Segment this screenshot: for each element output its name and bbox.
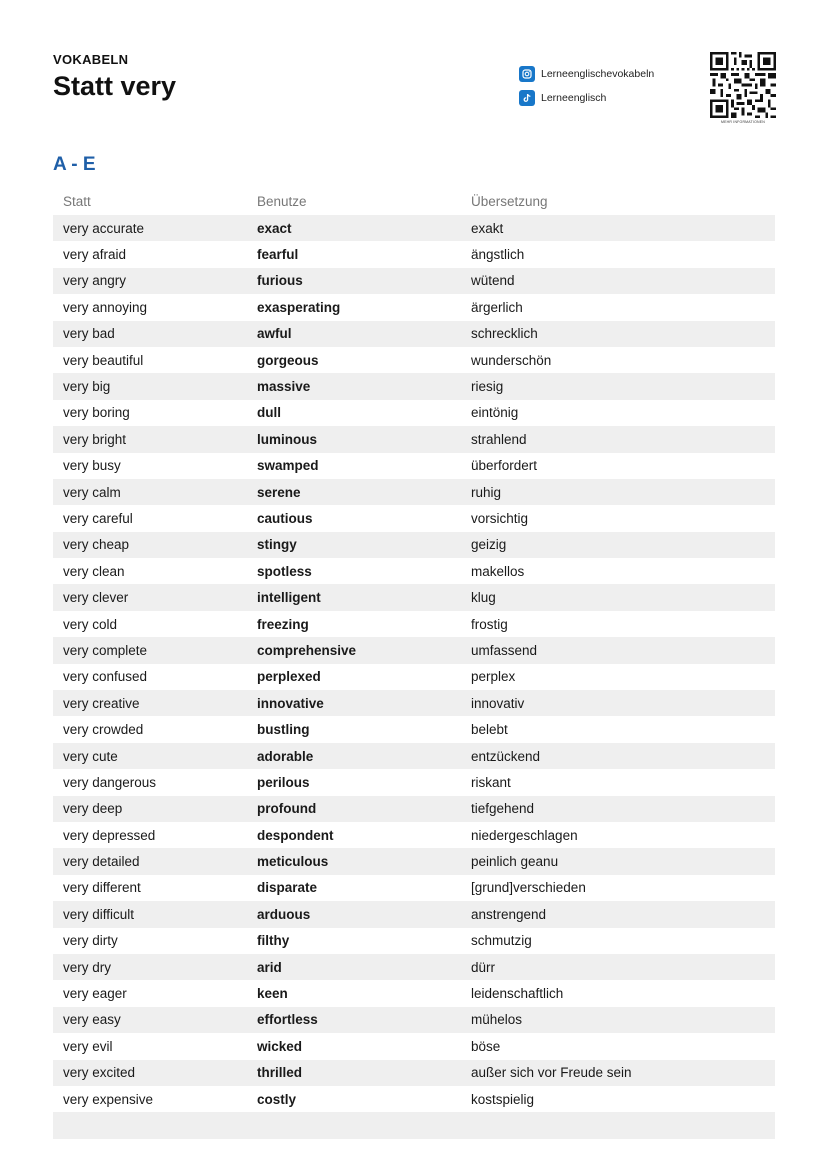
cell-statt: very busy: [63, 458, 121, 474]
qr-code[interactable]: [710, 52, 776, 124]
table-row: [53, 215, 775, 241]
table-row: [53, 1060, 775, 1086]
cell-benutze: arduous: [257, 906, 311, 922]
cell-statt: very big: [63, 379, 111, 395]
cell-uebersetzung: ärgerlich: [471, 299, 523, 315]
cell-uebersetzung: außer sich vor Freude sein: [471, 1065, 632, 1081]
header-statt: Statt: [63, 194, 91, 209]
table-row: [53, 769, 775, 795]
cell-uebersetzung: exakt: [471, 220, 504, 236]
cell-uebersetzung: kostspielig: [471, 1091, 535, 1107]
cell-uebersetzung: innovativ: [471, 695, 525, 711]
section-title: A - E: [53, 154, 96, 175]
cell-benutze: filthy: [257, 933, 290, 949]
cell-uebersetzung: [grund]verschieden: [471, 880, 586, 896]
cell-uebersetzung: frostig: [471, 616, 508, 632]
tiktok-icon: [519, 90, 535, 106]
cell-statt: very creative: [63, 695, 140, 711]
cell-benutze: costly: [257, 1091, 297, 1107]
table-row: [53, 980, 775, 1006]
cell-uebersetzung: ängstlich: [471, 247, 525, 263]
instagram-icon: [519, 66, 535, 82]
table-row: [53, 716, 775, 742]
table-header: [53, 188, 775, 215]
instagram-link[interactable]: [519, 66, 654, 82]
cell-benutze: innovative: [257, 695, 324, 711]
social-links: [519, 66, 654, 114]
table-row: [53, 743, 775, 769]
cell-benutze: exasperating: [257, 299, 341, 315]
cell-statt: very evil: [63, 1038, 113, 1054]
category-label: VOKABELN: [53, 52, 129, 67]
cell-statt: very dry: [63, 959, 112, 975]
cell-statt: very deep: [63, 801, 123, 817]
table-row: [53, 875, 775, 901]
cell-statt: very clean: [63, 563, 125, 579]
cell-benutze: fearful: [257, 247, 299, 263]
cell-statt: very easy: [63, 1012, 121, 1028]
cell-uebersetzung: entzückend: [471, 748, 541, 764]
cell-uebersetzung: eintönig: [471, 405, 519, 421]
cell-benutze: furious: [257, 273, 303, 289]
cell-uebersetzung: vorsichtig: [471, 510, 529, 526]
cell-benutze: profound: [257, 801, 317, 817]
cell-statt: very cheap: [63, 537, 130, 553]
cell-statt: very complete: [63, 642, 148, 658]
cell-statt: very angry: [63, 273, 127, 289]
table-row: [53, 321, 775, 347]
cell-statt: very eager: [63, 986, 127, 1002]
cell-statt: very excited: [63, 1065, 136, 1081]
cell-uebersetzung: leidenschaftlich: [471, 986, 564, 1002]
cell-benutze: thrilled: [257, 1065, 303, 1081]
cell-uebersetzung: umfassend: [471, 642, 538, 658]
table-row: [53, 241, 775, 267]
cell-uebersetzung: perplex: [471, 669, 516, 685]
header-benutze: Benutze: [257, 194, 307, 209]
table-row: [53, 532, 775, 558]
table-row: [53, 479, 775, 505]
cell-benutze: comprehensive: [257, 642, 357, 658]
cell-statt: very detailed: [63, 854, 140, 870]
cell-uebersetzung: tiefgehend: [471, 801, 535, 817]
qr-caption: MEHR INFORMATIONEN: [721, 120, 765, 124]
vocabulary-table: [53, 188, 775, 1139]
table-row: [53, 1033, 775, 1059]
cell-statt: very cute: [63, 748, 118, 764]
cell-uebersetzung: wunderschön: [471, 352, 552, 368]
header-uebersetzung: Übersetzung: [471, 194, 548, 209]
cell-uebersetzung: schmutzig: [471, 933, 532, 949]
cell-benutze: dull: [257, 405, 281, 421]
cell-benutze: spotless: [257, 563, 312, 579]
cell-benutze: disparate: [257, 880, 318, 896]
table-row: [53, 400, 775, 426]
cell-statt: very different: [63, 880, 141, 896]
table-row: [53, 901, 775, 927]
cell-uebersetzung: schrecklich: [471, 326, 538, 342]
table-row: [53, 1007, 775, 1033]
cell-statt: very expensive: [63, 1091, 154, 1107]
table-body: [53, 215, 775, 1139]
cell-benutze: exact: [257, 220, 292, 236]
cell-benutze: intelligent: [257, 590, 321, 606]
cell-uebersetzung: riskant: [471, 774, 511, 790]
cell-uebersetzung: wütend: [471, 273, 515, 289]
cell-benutze: arid: [257, 959, 282, 975]
table-row: [53, 848, 775, 874]
cell-uebersetzung: mühelos: [471, 1012, 523, 1028]
tiktok-handle: Lerneenglisch: [541, 92, 607, 104]
cell-statt: very bad: [63, 326, 115, 342]
cell-statt: very boring: [63, 405, 130, 421]
table-row: [53, 796, 775, 822]
cell-benutze: gorgeous: [257, 352, 319, 368]
cell-uebersetzung: überfordert: [471, 458, 538, 474]
cell-statt: very depressed: [63, 827, 156, 843]
table-row: [53, 453, 775, 479]
cell-benutze: perilous: [257, 774, 310, 790]
table-row: [53, 822, 775, 848]
page-header: [53, 52, 176, 102]
cell-benutze: effortless: [257, 1012, 318, 1028]
instagram-handle: Lerneenglischevokabeln: [541, 68, 655, 80]
cell-benutze: cautious: [257, 510, 313, 526]
cell-statt: very careful: [63, 510, 133, 526]
table-row: [53, 426, 775, 452]
cell-benutze: awful: [257, 326, 292, 342]
cell-benutze: serene: [257, 484, 301, 500]
table-row: [53, 664, 775, 690]
cell-statt: very dirty: [63, 933, 118, 949]
cell-statt: very difficult: [63, 906, 135, 922]
cell-uebersetzung: belebt: [471, 722, 508, 738]
cell-statt: very bright: [63, 431, 127, 447]
cell-uebersetzung: strahlend: [471, 431, 527, 447]
cell-statt: very annoying: [63, 299, 148, 315]
cell-statt: very accurate: [63, 220, 145, 236]
table-row: [53, 928, 775, 954]
cell-benutze: massive: [257, 379, 311, 395]
table-row: [53, 558, 775, 584]
cell-benutze: stingy: [257, 537, 297, 553]
cell-uebersetzung: makellos: [471, 563, 525, 579]
table-row: [53, 954, 775, 980]
table-row: [53, 268, 775, 294]
table-row: [53, 505, 775, 531]
qr-code-icon: [710, 52, 776, 118]
cell-benutze: meticulous: [257, 854, 329, 870]
cell-statt: very crowded: [63, 722, 144, 738]
cell-uebersetzung: dürr: [471, 959, 496, 975]
cell-statt: very afraid: [63, 247, 127, 263]
table-row: [53, 347, 775, 373]
cell-benutze: swamped: [257, 458, 319, 474]
cell-benutze: despondent: [257, 827, 334, 843]
cell-benutze: perplexed: [257, 669, 321, 685]
cell-statt: very calm: [63, 484, 121, 500]
cell-statt: very beautiful: [63, 352, 144, 368]
cell-uebersetzung: ruhig: [471, 484, 502, 500]
empty-row: [53, 1112, 775, 1138]
cell-statt: very dangerous: [63, 774, 157, 790]
cell-benutze: keen: [257, 986, 288, 1002]
cell-benutze: wicked: [257, 1038, 303, 1054]
table-row: [53, 637, 775, 663]
table-row: [53, 1086, 775, 1112]
table-row: [53, 294, 775, 320]
cell-statt: very cold: [63, 616, 118, 632]
cell-statt: very confused: [63, 669, 148, 685]
table-row: [53, 584, 775, 610]
page-title: Statt very: [53, 71, 177, 101]
cell-uebersetzung: peinlich geanu: [471, 854, 559, 870]
cell-uebersetzung: niedergeschlagen: [471, 827, 578, 843]
cell-uebersetzung: geizig: [471, 537, 507, 553]
cell-uebersetzung: böse: [471, 1038, 501, 1054]
cell-statt: very clever: [63, 590, 129, 606]
table-row: [53, 373, 775, 399]
cell-benutze: bustling: [257, 722, 310, 738]
cell-uebersetzung: anstrengend: [471, 906, 547, 922]
cell-uebersetzung: klug: [471, 590, 496, 606]
cell-benutze: luminous: [257, 431, 317, 447]
cell-benutze: adorable: [257, 748, 314, 764]
table-row: [53, 611, 775, 637]
tiktok-link[interactable]: [519, 90, 654, 106]
cell-benutze: freezing: [257, 616, 309, 632]
cell-uebersetzung: riesig: [471, 379, 504, 395]
table-row: [53, 690, 775, 716]
